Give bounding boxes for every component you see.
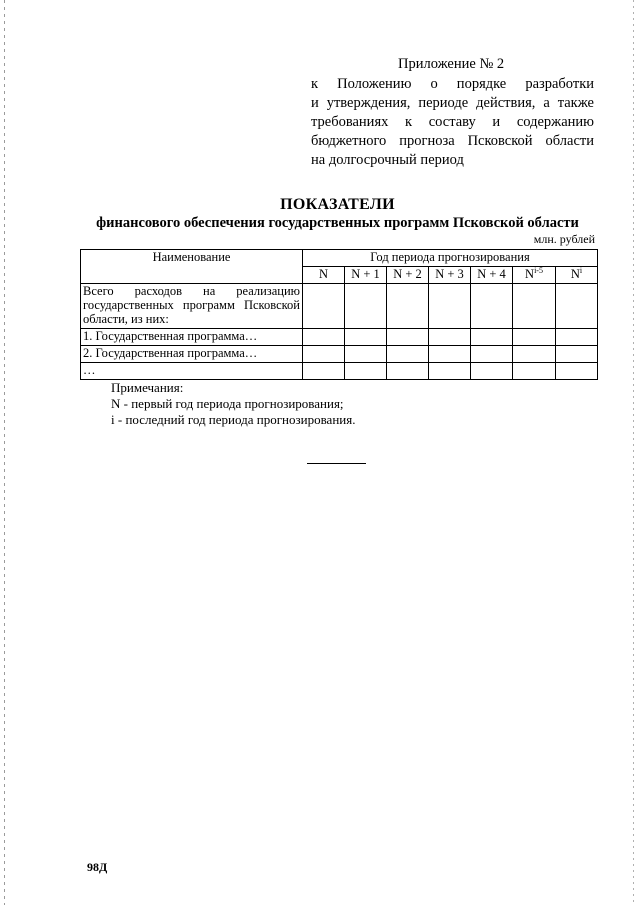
table-cell	[513, 284, 556, 329]
year-header: $N^i$	[556, 267, 598, 284]
row-label-program: 2. Государственная программа…	[81, 346, 303, 363]
year-header: N + 4	[471, 267, 513, 284]
table-cell	[387, 346, 429, 363]
appendix-line: бюджетного прогноза Псковской области	[311, 133, 594, 149]
document-title: ПОКАЗАТЕЛИ	[280, 196, 395, 213]
table-cell	[513, 346, 556, 363]
separator-line	[307, 463, 366, 464]
table-cell	[345, 346, 387, 363]
table-cell	[345, 329, 387, 346]
table-cell	[513, 363, 556, 380]
notes-heading: Примечания:	[111, 380, 184, 395]
year-header: N + 1	[345, 267, 387, 284]
row-label-total: Всего расходов на реализацию государственных программ Псковской области, из них:	[81, 284, 303, 329]
table-cell	[387, 329, 429, 346]
row-label-ellipsis: …	[81, 363, 303, 380]
header-forecast-years: Год периода прогнозирования	[303, 250, 598, 267]
appendix-reference	[311, 75, 594, 170]
table-cell	[303, 363, 345, 380]
appendix-line: и утверждения, периоде действия, а также	[311, 95, 594, 111]
table-cell	[429, 329, 471, 346]
appendix-line: требованиях к составу и содержанию	[311, 114, 594, 130]
page-scan-edge-left	[4, 0, 5, 905]
table-cell	[345, 284, 387, 329]
indicators-table	[80, 249, 598, 380]
table-cell	[471, 346, 513, 363]
header-name: Наименование	[81, 250, 303, 284]
row-label-program: 1. Государственная программа…	[81, 329, 303, 346]
table-cell	[429, 363, 471, 380]
table-cell	[556, 284, 598, 329]
table-row	[81, 284, 598, 329]
table-cell	[556, 363, 598, 380]
table-cell	[471, 329, 513, 346]
note-item: N - первый год периода прогнозирования;	[111, 396, 344, 411]
table-cell	[556, 346, 598, 363]
table-cell	[303, 329, 345, 346]
table-row	[81, 363, 598, 380]
table-cell	[303, 346, 345, 363]
page-code: 98Д	[87, 860, 108, 874]
appendix-line: на долгосрочный период	[311, 152, 464, 168]
table-cell	[556, 329, 598, 346]
units-label: млн. рублей	[533, 232, 595, 246]
table-cell	[513, 329, 556, 346]
year-header: N	[303, 267, 345, 284]
table-cell	[345, 363, 387, 380]
table-row	[81, 329, 598, 346]
table-cell	[387, 284, 429, 329]
document-subtitle: финансового обеспечения государственных программ Псковской области	[96, 215, 579, 231]
table-row	[81, 346, 598, 363]
year-header: N + 3	[429, 267, 471, 284]
year-header: $N^{i-5}$	[513, 267, 556, 284]
notes-section	[111, 380, 355, 428]
appendix-line: к Положению о порядке разработки	[311, 76, 594, 92]
note-item: i - последний год периода прогнозирования.	[111, 412, 356, 427]
table-cell	[303, 284, 345, 329]
table-cell	[429, 346, 471, 363]
page-scan-edge-right	[633, 0, 634, 905]
table-cell	[471, 363, 513, 380]
table-cell	[471, 284, 513, 329]
table-cell	[429, 284, 471, 329]
appendix-title: Приложение № 2	[398, 56, 505, 72]
table-header-row	[81, 250, 598, 267]
year-header: N + 2	[387, 267, 429, 284]
table-cell	[387, 363, 429, 380]
